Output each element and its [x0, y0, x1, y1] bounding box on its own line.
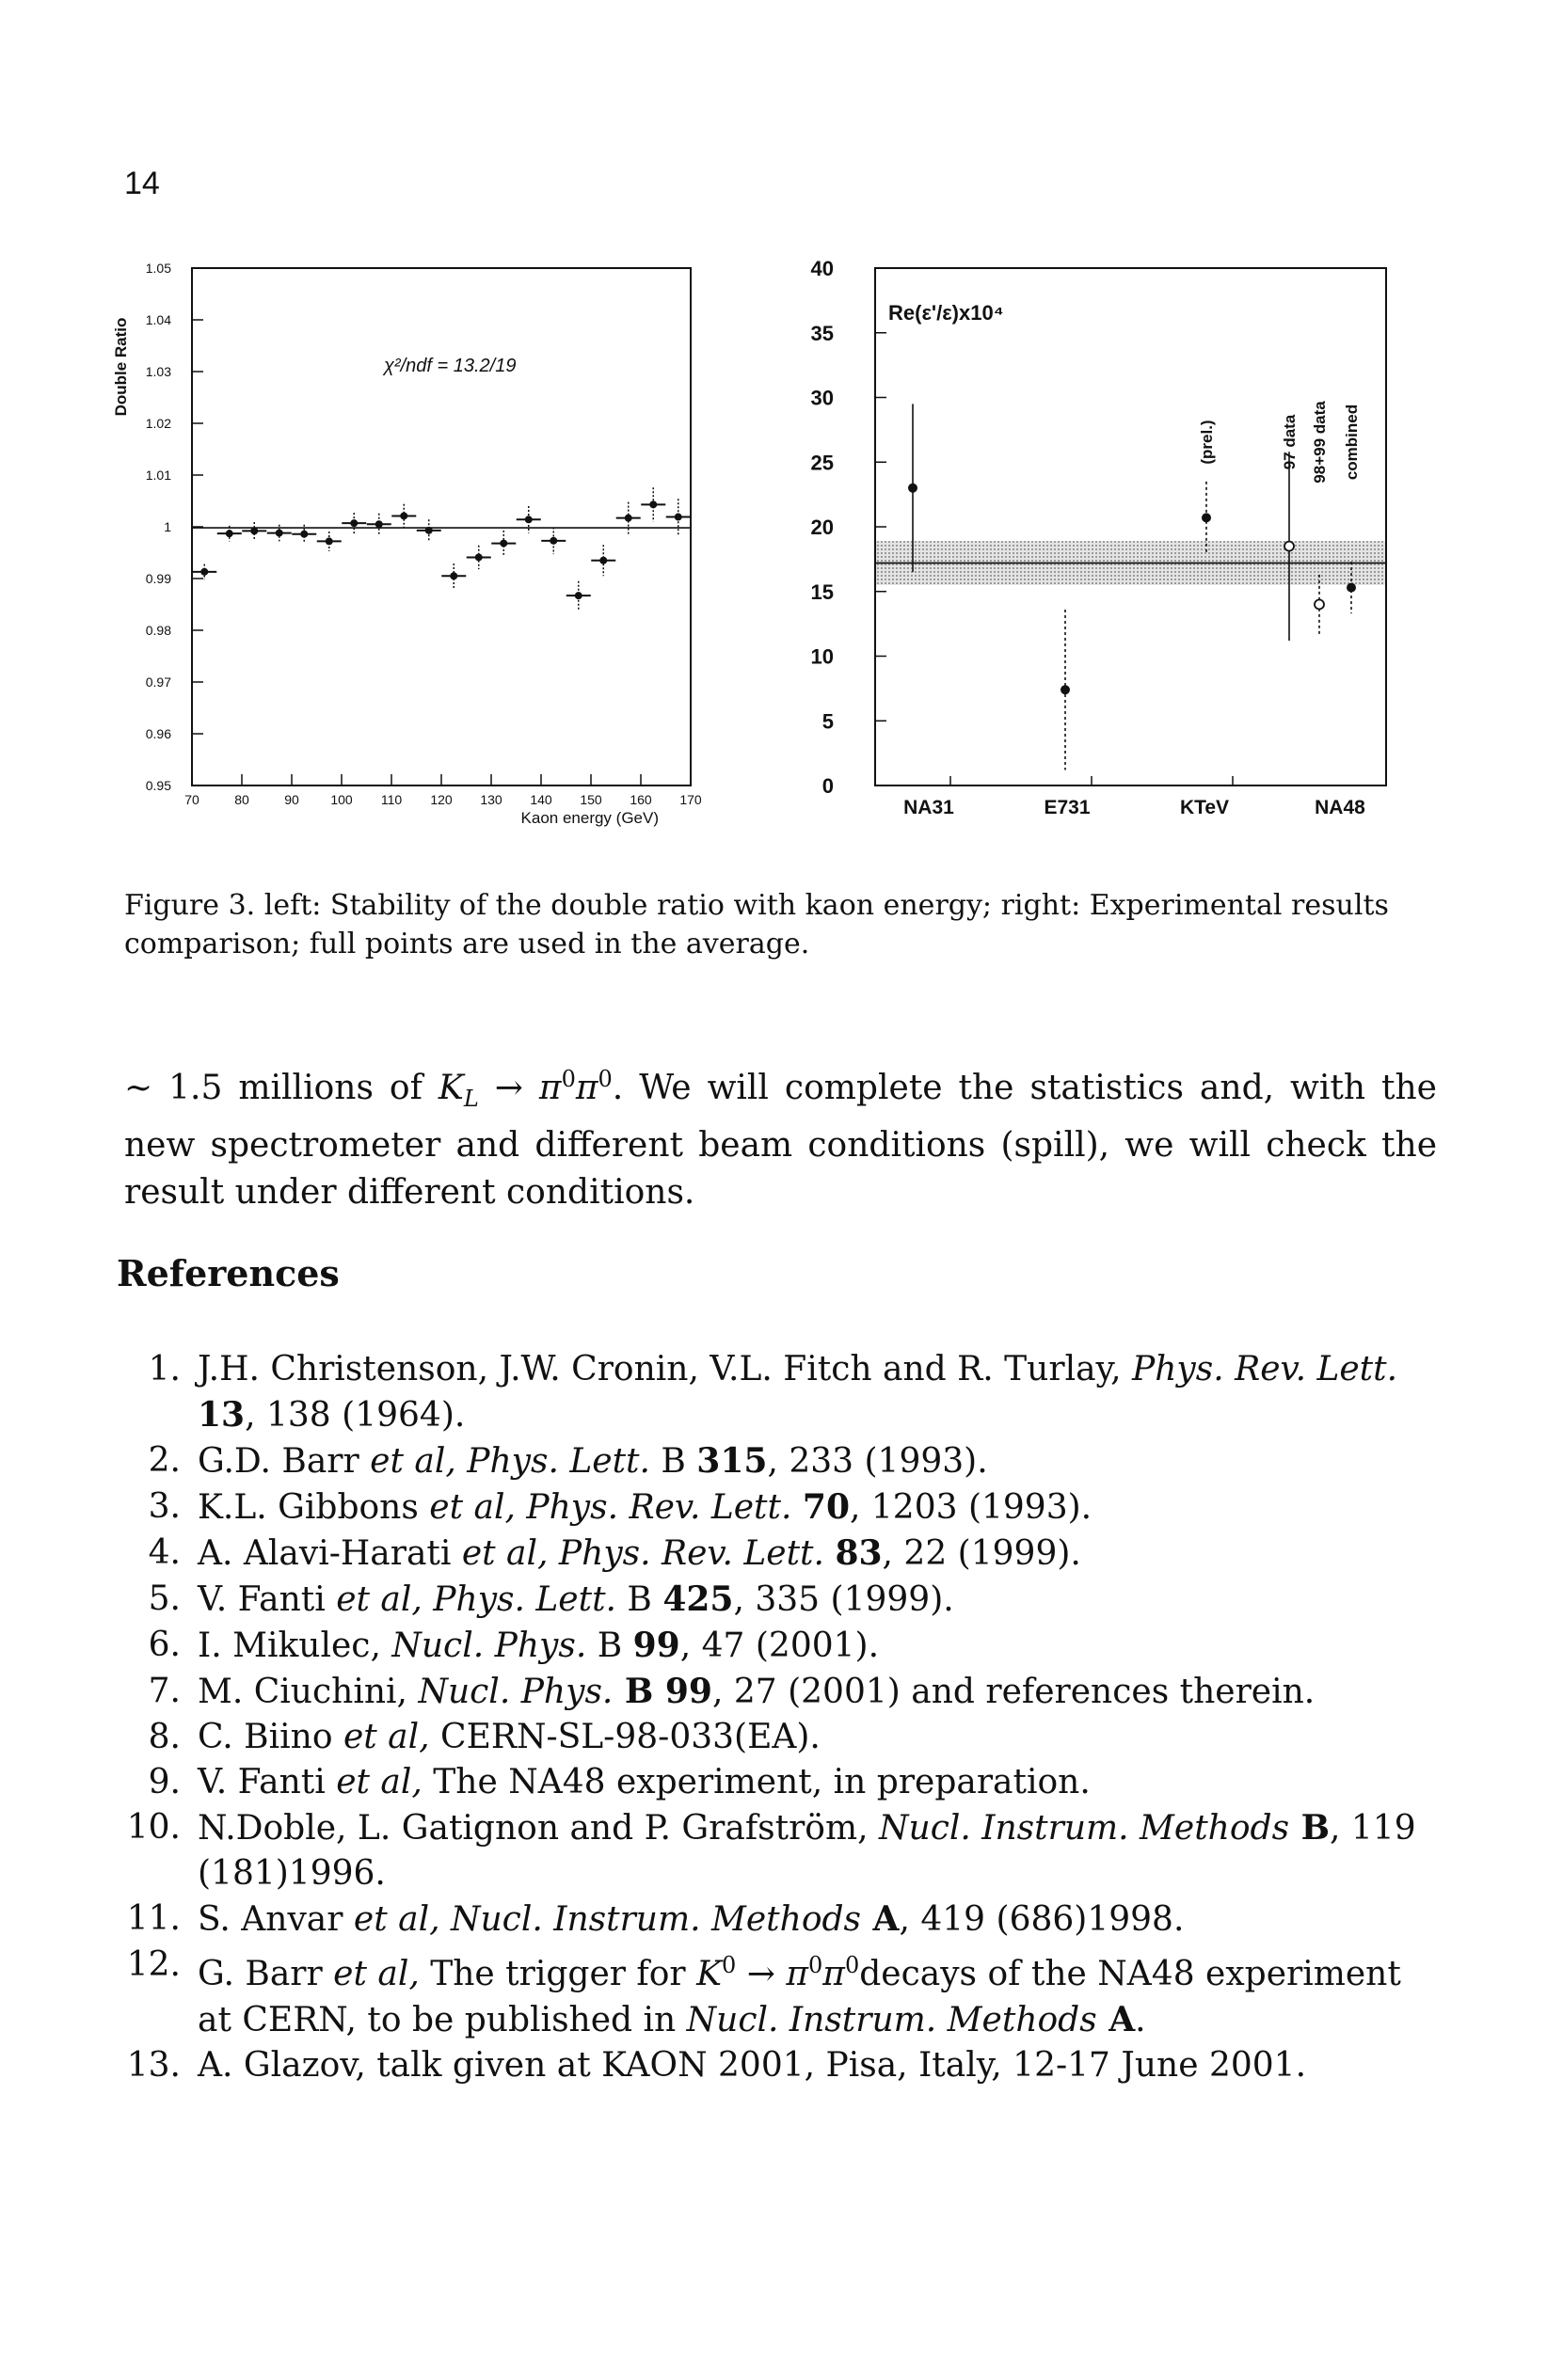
category-label: E731 — [1044, 797, 1091, 818]
references-heading: References — [117, 1252, 340, 1294]
result-tag: combined — [1343, 404, 1361, 481]
y-tick-label: 10 — [810, 644, 834, 669]
reference-item: 12. G. Barr et al, The trigger for $K^0$ → $\pi^0\pi^0decays$ of the NA48 experiment at CERN, to be published in Nucl. Instrum. Methods A. — [126, 1945, 1401, 2039]
figure-caption — [124, 886, 1432, 963]
x-tick-label: 130 — [480, 792, 502, 807]
x-tick-label: 70 — [184, 792, 199, 807]
chi2-annotation: χ²/ndf = 13.2/19 — [384, 356, 517, 376]
references-list — [124, 1347, 1437, 2088]
reference-item: 10. N.Doble, L. Gatignon and P. Grafström, Nucl. Instrum. Methods B, 119 (181)1996. — [126, 1808, 1416, 1893]
data-point — [425, 527, 433, 534]
y-tick-label: 1 — [164, 519, 171, 534]
x-tick-label: 120 — [430, 792, 453, 807]
result-point — [1061, 685, 1070, 694]
reference-item: 5. V. Fanti et al, Phys. Lett. B 425, 335 (1999). — [148, 1579, 954, 1619]
data-point — [200, 568, 208, 576]
x-tick-label: 110 — [380, 792, 403, 807]
data-point — [500, 540, 507, 547]
reference-item: 4. A. Alavi-Harati et al, Phys. Rev. Lett. 83, 22 (1999). — [148, 1533, 1081, 1573]
data-point — [350, 519, 358, 527]
result-point-open — [1315, 600, 1324, 610]
double-ratio-chart — [83, 240, 742, 842]
data-point — [326, 537, 333, 545]
plot-frame — [875, 268, 1386, 785]
data-point — [300, 531, 308, 538]
reference-item: 7. M. Ciuchini, Nucl. Phys. B 99, 27 (2001) and references therein. — [148, 1672, 1316, 1711]
x-tick-label: 170 — [679, 792, 702, 807]
y-tick-label: 1.05 — [145, 261, 171, 276]
data-point — [675, 514, 682, 521]
data-point — [550, 537, 557, 545]
category-label: KTeV — [1179, 797, 1230, 818]
category-label: NA48 — [1315, 797, 1365, 818]
y-tick-label: 35 — [810, 321, 834, 345]
y-tick-label: 5 — [821, 709, 834, 734]
data-point — [276, 530, 283, 537]
y-tick-label: 30 — [810, 386, 834, 410]
data-point — [625, 515, 632, 522]
category-label: NA31 — [903, 797, 954, 818]
reference-item: 9. V. Fanti et al, The NA48 experiment, in preparation. — [148, 1763, 1091, 1801]
y-tick-label: 0.98 — [145, 623, 171, 638]
reference-item: 2. G.D. Barr et al, Phys. Lett. B 315, 233 (1993). — [148, 1441, 988, 1481]
result-tag: (prel.) — [1198, 420, 1216, 465]
data-point — [226, 530, 233, 537]
x-tick-label: 160 — [630, 792, 652, 807]
x-axis-label: Kaon energy (GeV) — [520, 809, 659, 827]
result-point — [1347, 583, 1356, 593]
y-tick-label: 1.03 — [145, 364, 171, 379]
y-tick-label: 0 — [821, 774, 834, 798]
data-point — [250, 527, 258, 534]
y-tick-label: 0.97 — [145, 674, 171, 690]
x-tick-label: 150 — [580, 792, 602, 807]
reference-item: 8. C. Biino et al, CERN-SL-98-033(EA). — [148, 1718, 821, 1756]
result-point-open — [1284, 542, 1294, 551]
data-point — [525, 516, 533, 523]
x-tick-label: 90 — [284, 792, 299, 807]
chart-title: Re(ε'/ε)x10⁴ — [888, 301, 1004, 325]
y-tick-label: 0.96 — [145, 726, 171, 741]
data-point — [649, 500, 657, 508]
page-number: 14 — [124, 166, 160, 201]
caption-text: left: Stability of the double ratio with kaon energy; right: Experimental results comparison; full points are used in the average. — [124, 889, 1389, 960]
result-tag: 98+99 data — [1311, 401, 1329, 484]
body-paragraph: ∼ 1.5 millions of $K_L \to \pi^0\pi^0$. We will complete the statistics and, with the new spectrometer and different beam conditions (spill), we will check the result under different conditions. — [124, 1066, 1437, 1213]
reference-item: 1. J.H. Christenson, J.W. Cronin, V.L. Fitch and R. Turlay, Phys. Rev. Lett. 13, 138 (1964). — [148, 1350, 1398, 1435]
data-point — [450, 572, 457, 579]
result-tag: 97 data — [1281, 414, 1299, 470]
data-point — [375, 520, 383, 528]
y-tick-label: 1.04 — [145, 312, 171, 327]
result-point — [908, 484, 917, 493]
x-tick-label: 80 — [234, 792, 249, 807]
caption-label: Figure 3. — [124, 889, 256, 922]
y-tick-label: 40 — [810, 257, 834, 280]
y-axis-label: Double Ratio — [112, 317, 130, 417]
plot-frame — [192, 268, 691, 785]
y-tick-label: 15 — [810, 579, 834, 604]
reference-item: 13. A. Glazov, talk given at KAON 2001, Pisa, Italy, 12-17 June 2001. — [126, 2046, 1307, 2085]
y-tick-label: 1.02 — [145, 416, 171, 431]
epsilon-comparison-chart — [790, 240, 1449, 842]
data-point — [599, 557, 607, 564]
reference-item: 6. I. Mikulec, Nucl. Phys. B 99, 47 (2001). — [148, 1626, 880, 1665]
y-tick-label: 0.95 — [145, 778, 171, 793]
y-tick-label: 25 — [810, 451, 834, 475]
result-point — [1202, 513, 1211, 522]
reference-item: 3. K.L. Gibbons et al, Phys. Rev. Lett. 70, 1203 (1993). — [148, 1487, 1092, 1527]
x-tick-label: 100 — [330, 792, 353, 807]
y-tick-label: 0.99 — [145, 571, 171, 586]
x-tick-label: 140 — [530, 792, 552, 807]
data-point — [475, 553, 483, 561]
reference-item: 11. S. Anvar et al, Nucl. Instrum. Methods A, 419 (686)1998. — [126, 1899, 1185, 1939]
data-point — [400, 512, 407, 519]
y-tick-label: 20 — [810, 516, 834, 539]
data-point — [575, 592, 582, 599]
y-tick-label: 1.01 — [145, 468, 171, 483]
